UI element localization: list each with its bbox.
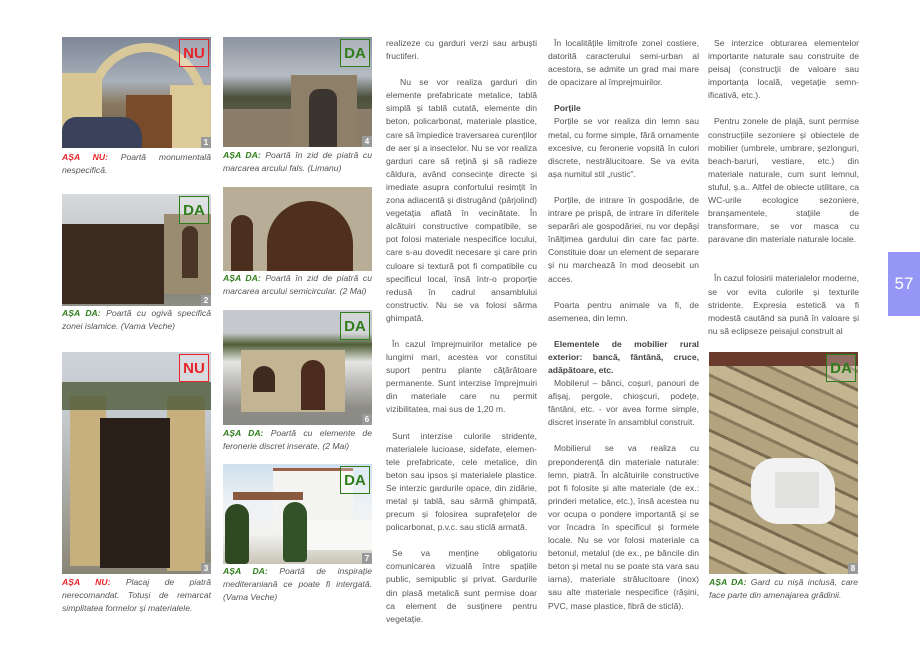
figure-number: 1 <box>201 137 211 148</box>
paragraph: realizeze cu garduri verzi sau arbuști fructiferi. <box>386 38 537 62</box>
da-badge: DA <box>340 312 370 340</box>
caption-text: Poartă în zid de piatră cu marcarea arcului fals. (Limanu) <box>223 150 372 173</box>
paragraph: Mobilierul se va realiza cu preponderență din materiale naturale: lemn, piatră. În alcătuirile constructive pot fi folosite și alte materiale (de ex.: prinderi metalice, etc.), însă acestea nu vor ocupa o pondere importantă și se vor încadra în specificul și formele locale. Nu se vor folosi materiale ca betonul, metalul (de ex., pe băncile din beton și metal nu se poate sta vara sau iarna), materiale strălucitoare (inox) sau alte materiale nespecifice (rășini, PVC, mase plastice, fibră de sticlă). <box>548 443 699 611</box>
niche-inner <box>775 472 819 508</box>
caption-text: Poartă în zid de piatră cu marcarea arcului semicircular. (2 Mai) <box>223 273 372 296</box>
caption-4 <box>223 149 372 175</box>
caption-label: AȘA DA: <box>223 428 264 438</box>
caption-label: AȘA DA: <box>223 150 261 160</box>
cypress-left <box>225 504 249 564</box>
brick-pergola <box>233 492 303 500</box>
caption-text: Poartă cu ogivă specifică zonei islamice. (Vama Veche) <box>62 308 211 331</box>
paragraph: Se va menține obligatoriu comunicarea vizuală între spațiile public, semipublic și privat. Gardurile din plasă metalică sunt permise doar ca element de susținere pentru vegetație. <box>386 548 537 624</box>
page-number-tab: 57 <box>888 252 920 316</box>
figure-number: 3 <box>201 563 211 574</box>
paragraph: Mobilerul – bănci, coșuri, panouri de afișaj, pergole, chioșcuri, podețe, fântâni, etc. - vor avea forme simple, discret inserate în ansamblul construit. <box>548 378 699 428</box>
caption-label: AȘA DA: <box>709 577 747 587</box>
nu-badge: NU <box>179 39 209 67</box>
figure-number: 7 <box>362 553 372 564</box>
wooden-fence <box>62 224 164 304</box>
da-badge: DA <box>340 466 370 494</box>
cypress-right <box>283 502 307 562</box>
heading-mobilier: Elementele de mobilier rural exterior: bancă, fântână, cruce, adăpătoare, etc. <box>548 338 699 375</box>
paragraph: Pentru zonele de plajă, sunt permise construcțiile sezoniere și obiectele de mobilier (umbrele, umbrare, șezlonguri, beach-baruri, vestiare, etc.) din materiale naturale, cum sunt lemnul, stuful, ș.a.. Altfel de obiecte utilitare, ca WC-urile ecologice sezoniere, branșamentele, stațiile de transformare, se vor masca cu paravane din materiale naturale locale. <box>708 116 859 245</box>
paragraph: În cazul folosirii materialelor moderne, se vor evita culorile și texturile stridente. Expresia estetică va fi modestă cautând sa pună în valoare și nu să eclipseze peisajul construit al <box>708 273 859 336</box>
caption-text: Poartă monumentală nespecifică. <box>62 152 211 175</box>
paragraph: Poarta pentru animale va fi, de asemenea, din lemn. <box>548 299 699 323</box>
da-badge: DA <box>179 196 209 224</box>
caption-6 <box>223 427 372 453</box>
caption-label: AȘA NU: <box>62 577 111 587</box>
caption-text: Placaj de piatră nerecomandat. Totuși de remarcat simplitatea formelor și materialele. <box>62 577 211 613</box>
figure-number: 6 <box>362 414 372 425</box>
paragraph: În localitățile limitrofe zonei costiere, datorită caracterului semi-urban al acestora, se admite un grad mai mare de opacizare al împrejmuirilor. <box>548 38 699 88</box>
small-door <box>231 215 253 271</box>
photo-7-mediterranean-gate <box>223 464 372 564</box>
caption-2 <box>62 307 211 333</box>
photo-8-niche-wall <box>709 352 858 574</box>
photo-1-monumental-gate <box>62 37 211 148</box>
da-badge: DA <box>340 39 370 67</box>
caption-text: Gard cu nișă inclusă, care face parte din amenajarea grădinii. <box>709 577 858 600</box>
caption-3 <box>62 576 211 615</box>
ogive-arch <box>182 226 198 278</box>
dark-gate <box>100 418 170 568</box>
text-column-1 <box>386 37 537 639</box>
figure-number: 8 <box>848 563 858 574</box>
caption-8 <box>709 576 858 602</box>
caption-1 <box>62 151 211 177</box>
pillar-right <box>167 396 205 571</box>
caption-text: Poartă de inspirație mediteraniană ce poate fi intergată. (Vama Veche) <box>223 566 372 602</box>
photo-2-ogive-gate <box>62 194 211 306</box>
heading-portile: Porțile <box>554 103 581 114</box>
iron-gate <box>309 89 337 147</box>
photo-5-semicircular-arch-gate <box>223 187 372 271</box>
large-wooden-gate <box>267 201 353 271</box>
car <box>62 117 142 148</box>
nu-badge: NU <box>179 354 209 382</box>
white-wall <box>307 520 372 550</box>
caption-text: Poartă cu elemente de feronerie discret inserate. (2 Mai) <box>223 428 372 451</box>
paragraph: Se interzice obturarea elementelor importante naturale sau construite de peisaj (construcții de valoare sau importanța locală, vegetație semn-ificativă, etc.). <box>708 38 859 101</box>
photo-4-stone-wall-gate <box>223 37 372 147</box>
paragraph: În cazul împrejmuirilor metalice pe lungimi mari, acestea vor constitui suport pentru plante cățărătoare permanente. Sunt interzise împrejmuiri din materiale care nu permit vizibilitatea, mai sus de 1,20 m. <box>386 338 537 415</box>
window <box>253 366 275 392</box>
caption-label: AȘA DA: <box>62 308 101 318</box>
caption-label: AȘA DA: <box>223 566 268 576</box>
photo-3-stone-cladding-gate <box>62 352 211 574</box>
paragraph: Porțile, de intrare în gospodărie, de intrare pe prispă, de intrare în diferitele separări ale gospodăriei, nu vor depăși înălțimea gardului din care fac parte. Constituie doar un element de separare și nu marchează în mod deosebit un acces. <box>548 194 699 284</box>
paragraph: Nu se vor realiza garduri din elemente prefabricate metalice, tablă simplă și tablă cutată, elemente din beton, policarbonat, materiale plastice, care să împiedice traversarea curenților de aer și a insectelor. Nu se vor realiza garduri care să rețină și să radieze căldura, având consecințe directe și imediate asupra confortului resimțit în zona adiacentă și distrugând (pârjolind) vegetația aflată în vecinătate. În alcătuiri constructive compatibile, se pot folosi materiale nespecifice locului, care s-au dovedit necesare și care prin culoare si textură pot fi compatibile cu specificul local, însă într-o proporție redusă în cadrul ansamblului constructiv. Nu se va folosi sârma ghimpată. <box>386 77 537 323</box>
caption-label: AȘA NU: <box>62 152 108 162</box>
caption-7 <box>223 565 372 604</box>
da-badge: DA <box>826 354 856 382</box>
caption-5 <box>223 272 372 298</box>
figure-number: 2 <box>201 295 211 306</box>
caption-label: AȘA DA: <box>223 273 261 283</box>
pergola-vines <box>62 382 211 410</box>
text-column-2 <box>548 37 699 626</box>
paragraph: Sunt interzise culorile stridente, materialele lucioase, sidefate, elemen-tele prefabricate, cele metalice, din beton sau ipsos și materialele plastice. Se interzic gardurile opace, din zidărie, metal și tablă, sau sârmă ghimpată, precum și folosirea suprafețelor de policarbonat, p.v.c. sau sticlă armată. <box>386 430 537 533</box>
photo-6-ironwork-gate <box>223 310 372 425</box>
paragraph: Porțile se vor realiza din lemn sau metal, cu forme simple, fără ornamente excesive, cu feronerie vopsită în culori discrete, nestrălucitoare. Se va evita așa numitul stil „rustic”. <box>548 116 699 179</box>
figure-number: 4 <box>362 136 372 147</box>
arched-door <box>301 360 325 410</box>
text-column-3 <box>708 37 859 351</box>
